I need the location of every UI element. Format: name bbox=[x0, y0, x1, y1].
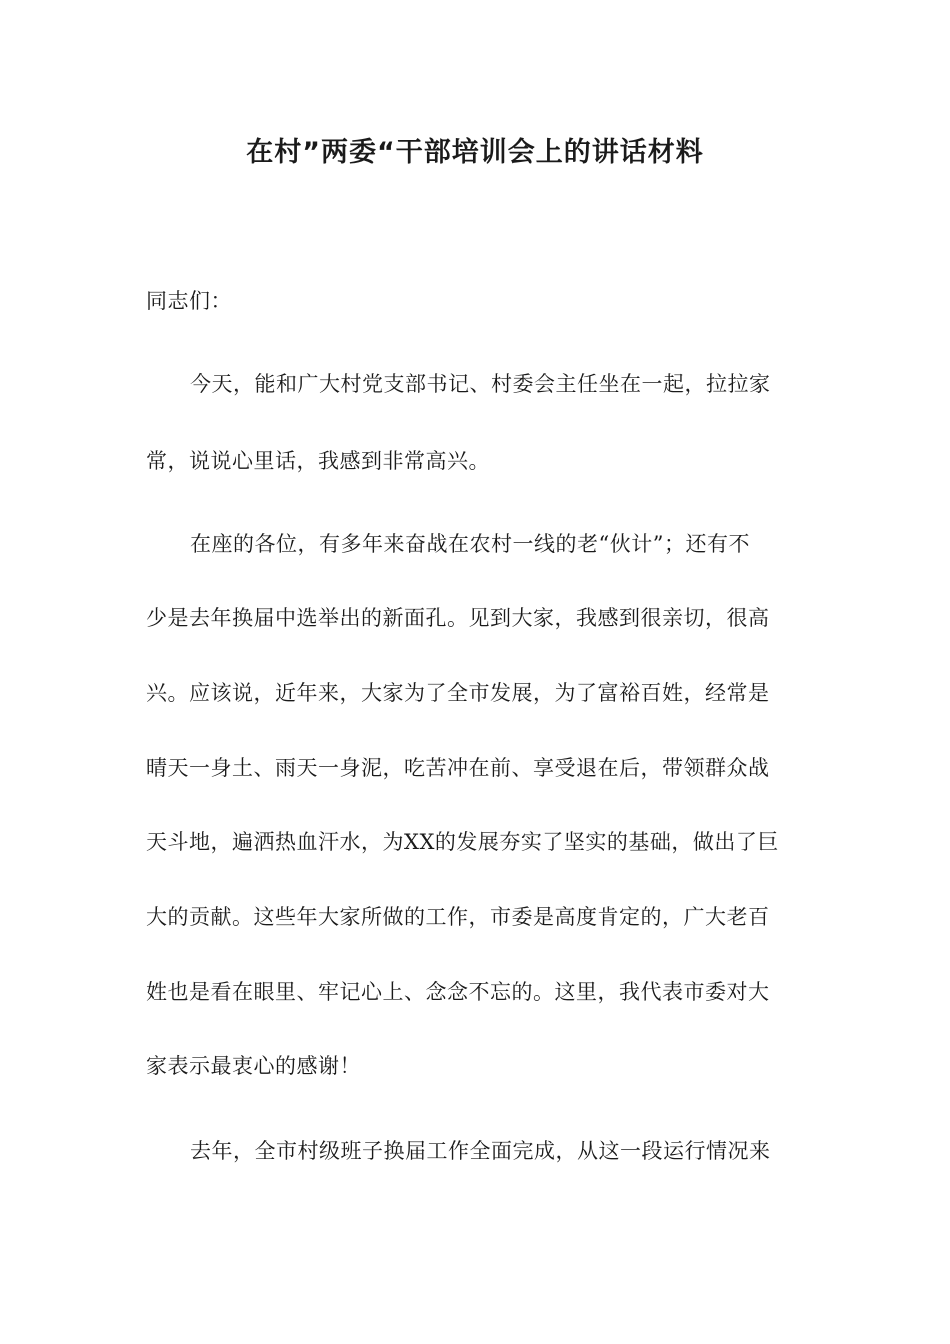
paragraph-line: 家表示最衷心的感谢！ bbox=[146, 1054, 361, 1078]
paragraph-line: 大的贡献。这些年大家所做的工作，市委是高度肯定的，广大老百 bbox=[146, 905, 770, 929]
paragraph-line: 姓也是看在眼里、牢记心上、念念不忘的。这里，我代表市委对大 bbox=[146, 980, 770, 1004]
paragraph-line: 去年，全市村级班子换届工作全面完成，从这一段运行情况来 bbox=[190, 1139, 771, 1163]
document-title: 在村”两委“干部培训会上的讲话材料 bbox=[246, 137, 704, 168]
paragraph-line: 少是去年换届中选举出的新面孔。见到大家，我感到很亲切，很高 bbox=[146, 606, 770, 630]
paragraph-line: 今天，能和广大村党支部书记、村委会主任坐在一起，拉拉家 bbox=[190, 372, 771, 396]
paragraph-line: 天斗地，遍洒热血汗水，为XX的发展夯实了坚实的基础，做出了巨 bbox=[146, 830, 779, 854]
paragraph-line: 兴。应该说，近年来，大家为了全市发展，为了富裕百姓，经常是 bbox=[146, 681, 770, 705]
paragraph-line: 在座的各位，有多年来奋战在农村一线的老“伙计”；还有不 bbox=[190, 532, 750, 556]
salutation: 同志们： bbox=[146, 289, 232, 313]
paragraph-line: 晴天一身土、雨天一身泥，吃苦冲在前、享受退在后，带领群众战 bbox=[146, 756, 770, 780]
paragraph-line: 常，说说心里话，我感到非常高兴。 bbox=[146, 449, 490, 473]
